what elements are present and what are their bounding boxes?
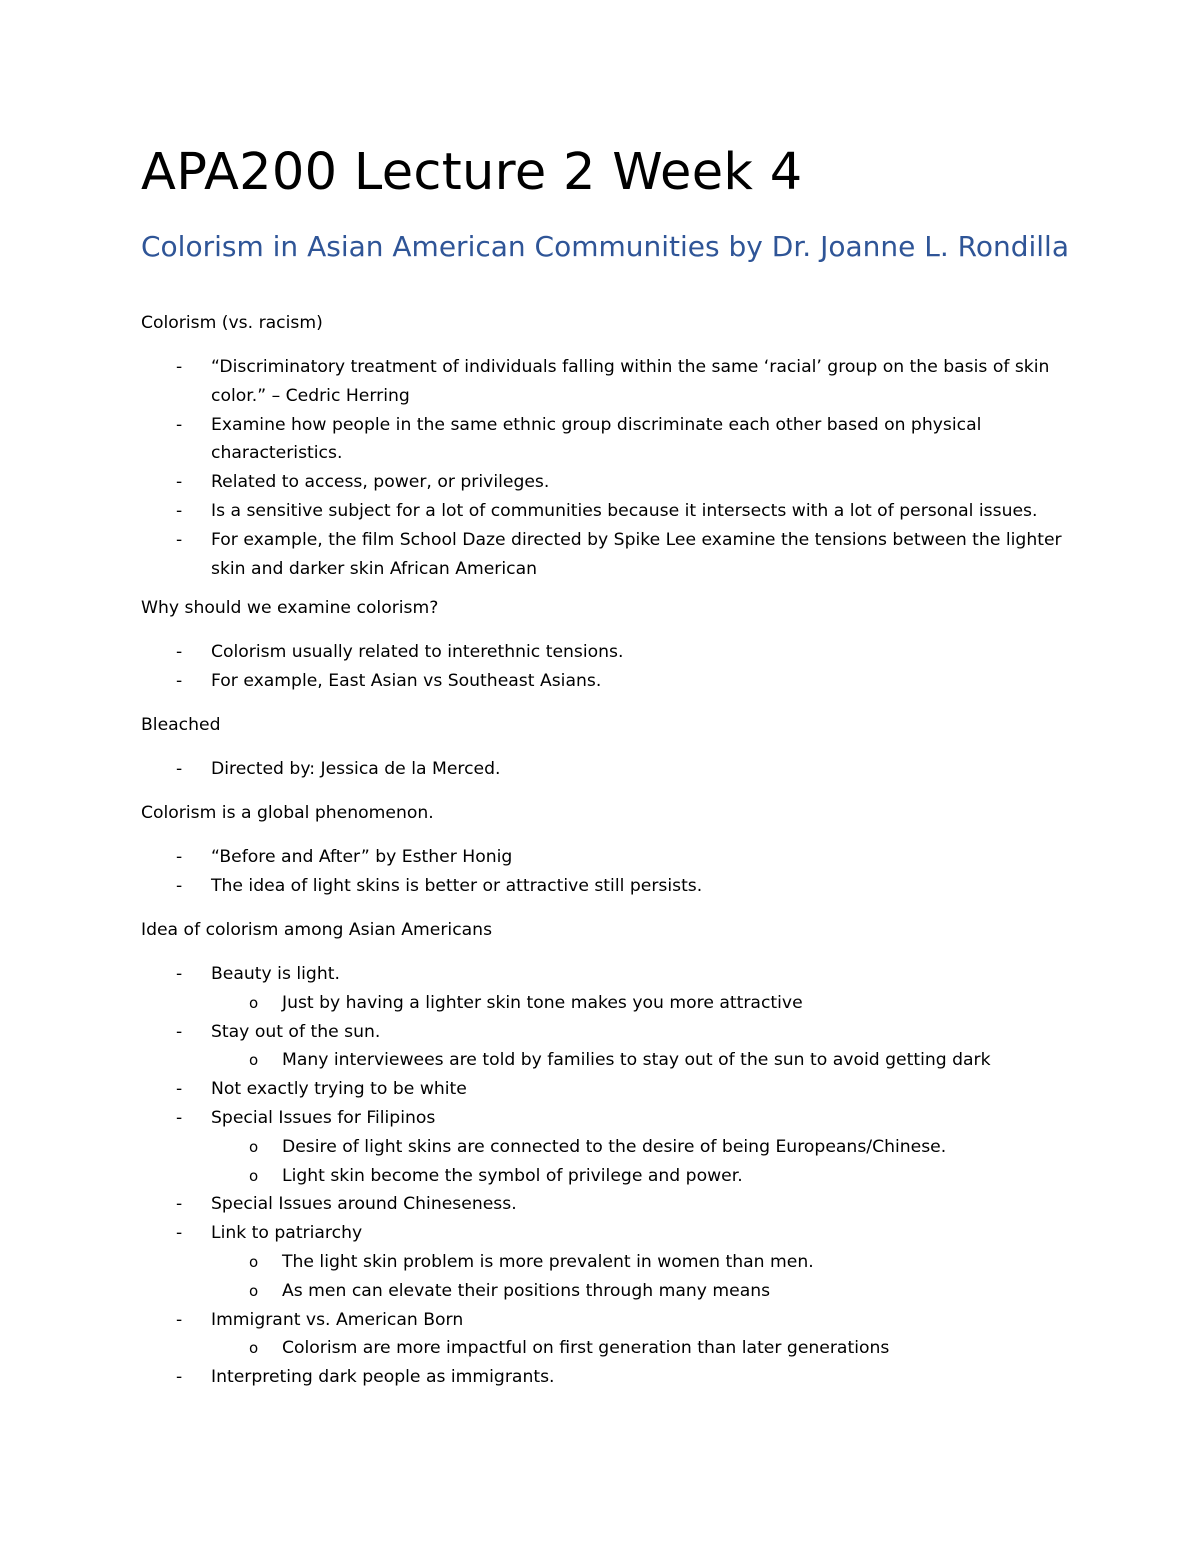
list-item-text: “Before and After” by Esther Honig [211,847,513,867]
circle-bullet-icon: o [249,993,259,1012]
section-heading: Idea of colorism among Asian Americans [141,920,493,940]
list-item-text: Light skin become the symbol of privilege and power. [282,1165,743,1186]
list-item-text: Beauty is light. [211,964,340,984]
dash-bullet-icon: - [176,1223,183,1244]
document-subtitle: Colorism in Asian American Communities by Dr. Joanne L. Rondilla [141,230,1069,263]
dash-bullet-icon: - [176,1079,183,1100]
section-heading: Colorism (vs. racism) [141,313,323,333]
dash-bullet-icon: - [176,1309,183,1330]
list-item-text: Directed by: Jessica de la Merced. [211,759,501,779]
dash-bullet-icon: - [176,875,183,896]
dash-bullet-icon: - [176,414,183,435]
dash-bullet-icon: - [176,357,183,377]
section-heading: Why should we examine colorism? [141,598,439,618]
circle-bullet-icon: o [249,1253,259,1271]
document-title: APA200 Lecture 2 Week 4 [141,143,803,202]
dash-bullet-icon: - [176,847,183,867]
section-heading: Colorism is a global phenomenon. [141,803,434,823]
list-item-text: The idea of light skins is better or attractive still persists. [211,875,703,896]
list-item-text: The light skin problem is more prevalent in women than men. [282,1252,814,1272]
list-item-text: Special Issues for Filipinos [211,1108,436,1128]
dash-bullet-icon: - [176,670,183,691]
list-item-text: Just by having a lighter skin tone makes you more attractive [282,992,803,1013]
list-item-text: Colorism usually related to interethnic tensions. [211,642,624,662]
list-item-text: Is a sensitive subject for a lot of communities because it intersects with a lot of personal issues. [211,501,1038,521]
list-item-text: Link to patriarchy [211,1223,363,1244]
list-item-text: Colorism are more impactful on first generation than later generations [282,1338,890,1359]
list-item-text: Examine how people in the same ethnic group discriminate each other based on physical characteristics. [211,414,982,464]
list-item-text: For example, East Asian vs Southeast Asians. [211,670,602,691]
list-item-text: Stay out of the sun. [211,1021,381,1042]
dash-bullet-icon: - [176,1194,183,1215]
list-item-text: “Discriminatory treatment of individuals falling within the same ‘racial’ group on the basis of skin color.” – Cedric Herring [211,357,1050,406]
circle-bullet-icon: o [249,1339,259,1358]
dash-bullet-icon: - [176,1021,183,1042]
dash-bullet-icon: - [176,1367,183,1388]
dash-bullet-icon: - [176,964,183,984]
dash-bullet-icon: - [176,1108,183,1128]
list-item-text: Immigrant vs. American Born [211,1309,464,1330]
list-item-text: Not exactly trying to be white [211,1079,467,1100]
list-item-text: As men can elevate their positions through many means [282,1280,771,1301]
circle-bullet-icon: o [249,1166,259,1185]
dash-bullet-icon: - [176,472,183,493]
dash-bullet-icon: - [176,642,183,662]
circle-bullet-icon: o [249,1137,259,1156]
list-item-text: Many interviewees are told by families to stay out of the sun to avoid getting dark [282,1050,991,1071]
list-item-text: For example, the film School Daze directed by Spike Lee examine the tensions between the lighter skin and darker skin African American [211,529,1062,579]
circle-bullet-icon: o [249,1281,259,1300]
list-item-text: Special Issues around Chineseness. [211,1194,517,1215]
list-item-text: Desire of light skins are connected to the desire of being Europeans/Chinese. [282,1136,947,1157]
dash-bullet-icon: - [176,501,183,521]
section-heading: Bleached [141,715,221,735]
list-item-text: Interpreting dark people as immigrants. [211,1367,555,1388]
dash-bullet-icon: - [176,759,183,779]
list-item-text: Related to access, power, or privileges. [211,472,550,493]
dash-bullet-icon: - [176,529,183,550]
circle-bullet-icon: o [249,1051,259,1070]
